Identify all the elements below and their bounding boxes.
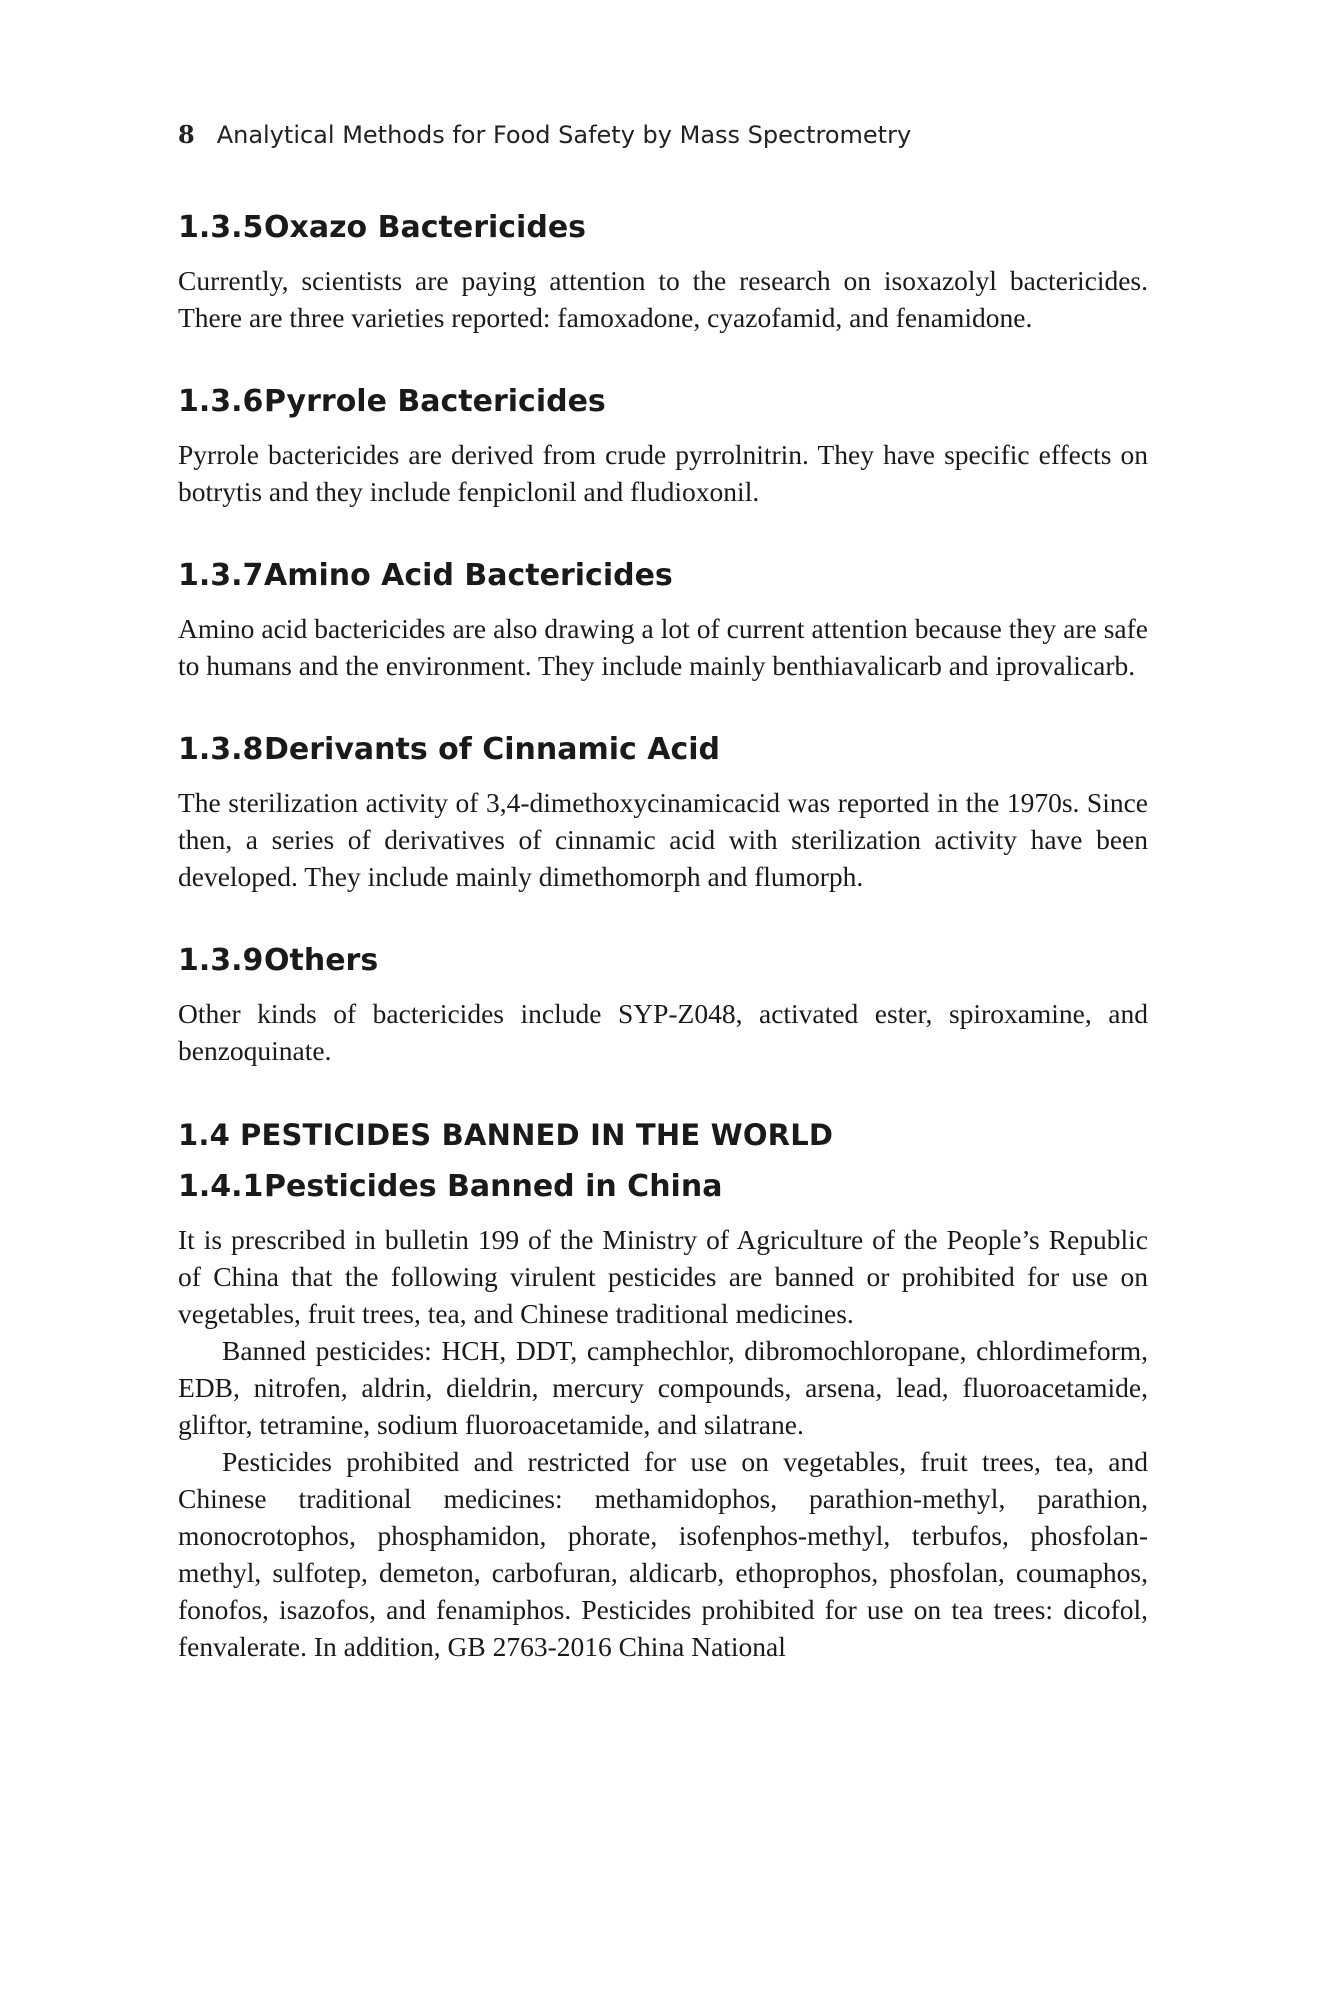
paragraph: Pesticides prohibited and restricted for use on vegetables, fruit trees, tea, and Chinese traditional medicines: methamidophos, parathion-methyl, parathion, monocrotophos, phosphamidon, phorate, isofenphos-methyl, terbufos, phosfolan-methyl, sulfotep, demeton, carbofuran, aldicarb, ethoprophos, phosfolan, coumaphos, fonofos, isazofos, and fenamiphos. Pesticides prohibited for use on tea trees: dicofol, fenvalerate. In addition, GB 2763-2016 China National	[178, 1446, 1148, 1662]
section-cinnamic-acid	[178, 730, 1148, 895]
section-heading	[178, 1167, 1148, 1207]
paragraph: Other kinds of bactericides include SYP-Z048, activated ester, spiroxamine, and benzoquinate.	[178, 998, 1148, 1066]
section-heading	[178, 382, 1148, 422]
running-title: Analytical Methods for Food Safety by Mass Spectrometry	[216, 121, 912, 149]
section-heading	[178, 556, 1148, 596]
section-heading	[178, 208, 1148, 248]
section-heading	[178, 941, 1148, 981]
section-number: 1.4.1	[178, 1169, 264, 1204]
section-title: PESTICIDES BANNED IN THE WORLD	[240, 1118, 834, 1152]
section-title: Amino Acid Bactericides	[264, 558, 673, 593]
page-content	[178, 208, 1148, 1665]
running-header	[178, 120, 911, 149]
section-number: 1.3.8	[178, 732, 264, 767]
paragraph: Banned pesticides: HCH, DDT, camphechlor, dibromochloropane, chlordimeform, EDB, nitrofen, aldrin, dieldrin, mercury compounds, arsena, lead, fluoroacetamide, gliftor, tetramine, sodium fluoroacetamide, and silatrane.	[178, 1335, 1148, 1440]
paragraph: The sterilization activity of 3,4-dimethoxycinamicacid was reported in the 1970s. Since then, a series of derivatives of cinnamic acid with sterilization activity have been developed. They include mainly dimethomorph and flumorph.	[178, 787, 1148, 892]
section-title: Derivants of Cinnamic Acid	[264, 732, 721, 767]
section-number: 1.3.5	[178, 210, 264, 245]
major-section-heading	[178, 1115, 1148, 1155]
paragraph: It is prescribed in bulletin 199 of the Ministry of Agriculture of the People’s Republic of China that the following virulent pesticides are banned or prohibited for use on vegetables, fruit trees, tea, and Chinese traditional medicines.	[178, 1224, 1148, 1329]
section-title: Others	[264, 943, 379, 978]
paragraph: Currently, scientists are paying attention to the research on isoxazolyl bactericides. There are three varieties reported: famoxadone, cyazofamid, and fenamidone.	[178, 265, 1148, 333]
section-number: 1.3.6	[178, 384, 264, 419]
section-oxazo-bactericides	[178, 208, 1148, 336]
section-number: 1.3.7	[178, 558, 264, 593]
paragraph: Amino acid bactericides are also drawing a lot of current attention because they are safe to humans and the environment. They include mainly benthiavalicarb and iprovalicarb.	[178, 613, 1148, 681]
section-pesticides-banned-world	[178, 1115, 1148, 1155]
section-amino-acid-bactericides	[178, 556, 1148, 684]
section-title: Pyrrole Bactericides	[264, 384, 606, 419]
section-heading	[178, 730, 1148, 770]
section-pesticides-banned-china	[178, 1167, 1148, 1665]
section-others	[178, 941, 1148, 1069]
section-number: 1.4	[178, 1118, 230, 1152]
section-number: 1.3.9	[178, 943, 264, 978]
paragraph: Pyrrole bactericides are derived from crude pyrrolnitrin. They have specific effects on botrytis and they include fenpiclonil and fludioxonil.	[178, 439, 1148, 507]
margin-watermark	[2, 278, 14, 388]
section-title: Oxazo Bactericides	[264, 210, 587, 245]
section-pyrrole-bactericides	[178, 382, 1148, 510]
page-number: 8	[178, 120, 195, 149]
section-title: Pesticides Banned in China	[264, 1169, 723, 1204]
